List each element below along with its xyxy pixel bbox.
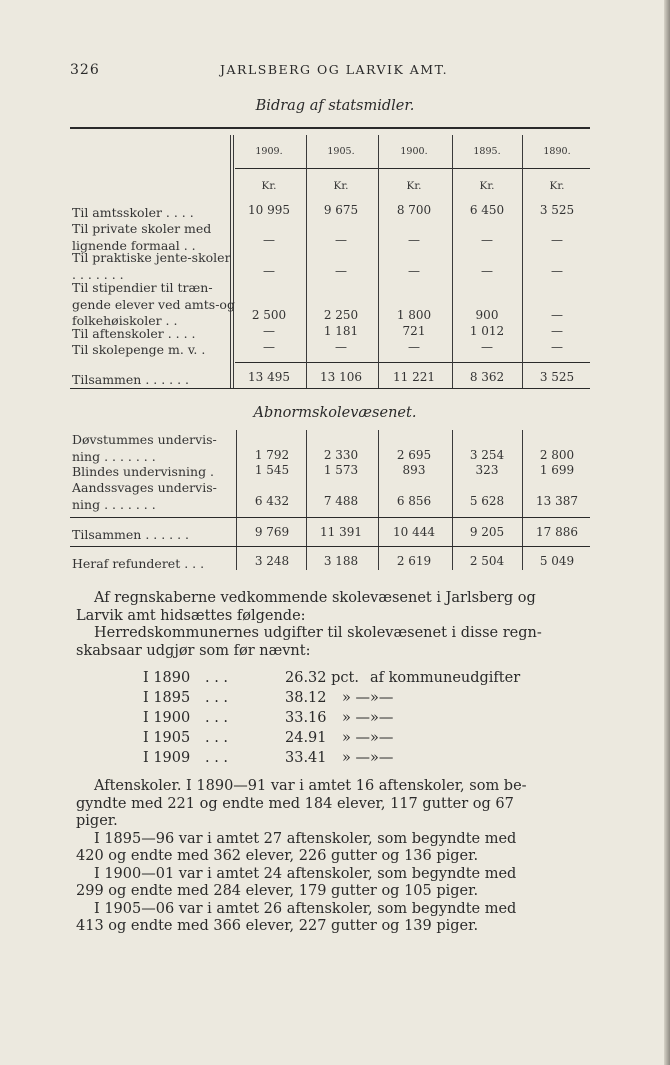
sum-rule <box>70 517 590 518</box>
table-cell: — <box>408 264 420 278</box>
table-cell: — <box>551 340 563 354</box>
expense-year: I 1900 <box>143 710 191 726</box>
table-caption-abnormskole: Abnormskolevæsenet. <box>253 405 417 421</box>
table-cell: 900 <box>475 308 499 322</box>
expense-year: I 1905 <box>143 730 191 746</box>
expense-value: 26.32 pct. <box>285 670 359 686</box>
year-header: 1895. <box>473 146 501 157</box>
expense-note: » —»— <box>342 690 394 706</box>
total-cell: 13 106 <box>320 370 362 384</box>
refund-cell: 3 188 <box>323 554 359 568</box>
table-cell: 1 012 <box>469 324 505 338</box>
row-label: Til aftenskoler . . . . <box>72 326 196 341</box>
refund-cell: 5 049 <box>539 554 575 568</box>
table-cell: — <box>481 264 493 278</box>
text-line: 413 og endte med 366 elever, 227 gutter og 139 piger. <box>76 918 479 934</box>
row-label: Til praktiske jente-skoler . . . . . . . <box>72 250 231 282</box>
text-line: I 1900—01 var i amtet 24 aftenskoler, som begyndte med <box>94 865 517 882</box>
total-cell: 10 444 <box>393 525 435 539</box>
total-cell: 11 391 <box>320 525 362 539</box>
text-line: Larvik amt hidsættes følgende: <box>76 607 306 624</box>
table-cell: — <box>263 233 275 247</box>
table-cell: — <box>335 340 347 354</box>
table-cell: 1 699 <box>539 463 575 477</box>
total-cell: 11 221 <box>393 370 435 384</box>
expense-dots: . . . <box>205 710 229 726</box>
text-line: gyndte med 221 og endte med 184 elever, 117 gutter og 67 <box>76 795 514 812</box>
table-cell: 2 250 <box>323 308 359 322</box>
table-cell: 13 387 <box>536 494 578 508</box>
table-cell: — <box>263 324 275 338</box>
table-cell: 10 995 <box>248 203 290 217</box>
paragraph-intro <box>76 590 596 660</box>
table-cell: 9 675 <box>323 203 359 217</box>
row-label: Til amtsskoler . . . . <box>72 205 194 220</box>
table-cell: — <box>263 340 275 354</box>
table-cell: — <box>263 264 275 278</box>
table-cell: 6 856 <box>396 494 432 508</box>
table-cell: 3 254 <box>469 448 505 462</box>
table-cell: — <box>335 233 347 247</box>
year-header: 1905. <box>327 146 355 157</box>
table-cell: 1 800 <box>396 308 432 322</box>
expense-value: 24.91 <box>285 730 327 746</box>
table-cell: 3 525 <box>539 203 575 217</box>
text-line: I 1905—06 var i amtet 26 aftenskoler, som begyndte med <box>94 900 517 917</box>
table-cell: 5 628 <box>469 494 505 508</box>
currency-label: Kr. <box>406 180 422 192</box>
currency-label: Kr. <box>333 180 349 192</box>
expense-year: I 1890 <box>143 670 191 686</box>
text-line: piger. <box>76 813 118 829</box>
expense-dots: . . . <box>205 670 229 686</box>
currency-label: Kr. <box>549 180 565 192</box>
page-edge <box>664 0 670 1065</box>
table-cell: 8 700 <box>396 203 432 217</box>
text-line: Herredskommunernes udgifter til skolevæsenet i disse regn- <box>94 625 542 641</box>
table-cell: 2 695 <box>396 448 432 462</box>
text-line: I 1895—96 var i amtet 27 aftenskoler, som begyndte med <box>94 830 517 847</box>
row-label: Blindes undervisning . <box>72 464 215 479</box>
expense-note: » —»— <box>342 750 394 766</box>
table-cell: 2 500 <box>251 308 287 322</box>
table-cell: 1 181 <box>323 324 359 338</box>
refund-cell: 2 619 <box>396 554 432 568</box>
text-line: 420 og endte med 362 elever, 226 gutter og 136 piger. <box>76 848 479 864</box>
table-cell: — <box>481 233 493 247</box>
expense-dots: . . . <box>205 690 229 706</box>
row-label: Til skolepenge m. v. . <box>72 342 206 357</box>
year-header: 1909. <box>255 146 283 157</box>
table-cell: — <box>551 308 563 322</box>
running-title: JARLSBERG OG LARVIK AMT. <box>220 62 449 77</box>
table-cell: 6 432 <box>254 494 290 508</box>
year-header: 1890. <box>543 146 571 157</box>
table-caption-statsmidler: Bidrag af statsmidler. <box>255 98 415 114</box>
expense-year: I 1895 <box>143 690 191 706</box>
expense-note: » —»— <box>342 730 394 746</box>
expense-note: af kommuneudgifter <box>370 670 521 686</box>
table-cell: 7 488 <box>323 494 359 508</box>
currency-label: Kr. <box>479 180 495 192</box>
sum-rule <box>235 362 590 363</box>
refund-cell: 3 248 <box>254 554 290 568</box>
text-line: Aftenskoler. I 1890—91 var i amtet 16 aftenskoler, som be- <box>94 778 527 794</box>
total-cell: 8 362 <box>469 370 505 384</box>
text-line: Af regnskaberne vedkommende skolevæsenet i Jarlsberg og <box>94 590 536 606</box>
table-cell: — <box>551 264 563 278</box>
text-line: skabsaar udgjør som før nævnt: <box>76 642 311 659</box>
total-cell: 9 769 <box>254 525 290 539</box>
refund-cell: 2 504 <box>469 554 505 568</box>
table-cell: — <box>335 264 347 278</box>
row-label: Til stipendier til træn-gende elever ved amts-og folkehøiskoler . . <box>72 280 235 328</box>
table-cell: — <box>408 233 420 247</box>
table-cell: 1 545 <box>254 463 290 477</box>
table-cell: 1 792 <box>254 448 290 462</box>
total-label: Tilsammen . . . . . . <box>72 372 190 387</box>
table-cell: 2 800 <box>539 448 575 462</box>
table-cell: 323 <box>475 463 499 477</box>
refund-label: Heraf refunderet . . . <box>72 556 205 571</box>
table-top-rule <box>70 127 590 129</box>
table-cell: — <box>481 340 493 354</box>
expense-value: 33.16 <box>285 710 327 726</box>
expense-note: » —»— <box>342 710 394 726</box>
page-number: 326 <box>70 62 100 78</box>
text-line: 299 og endte med 284 elever, 179 gutter og 105 piger. <box>76 883 479 899</box>
expense-year: I 1909 <box>143 750 191 766</box>
currency-label: Kr. <box>261 180 277 192</box>
row-label: Døvstummes undervis-ning . . . . . . . <box>72 432 217 464</box>
expense-dots: . . . <box>205 730 229 746</box>
row-label: Aandssvages undervis-ning . . . . . . . <box>72 480 217 512</box>
table-cell: — <box>551 233 563 247</box>
year-header: 1900. <box>400 146 428 157</box>
total-cell: 9 205 <box>469 525 505 539</box>
table-cell: 2 330 <box>323 448 359 462</box>
expense-value: 38.12 <box>285 690 327 706</box>
total-cell: 13 495 <box>248 370 290 384</box>
total-rule <box>70 546 590 547</box>
table-cell: — <box>551 324 563 338</box>
paragraph-aftenskoler <box>76 778 596 936</box>
expense-dots: . . . <box>205 750 229 766</box>
row-label: Til private skoler med lignende formaal . . <box>72 221 212 253</box>
total-label: Tilsammen . . . . . . <box>72 527 190 542</box>
table-cell: 893 <box>402 463 426 477</box>
total-cell: 17 886 <box>536 525 578 539</box>
table-cell: 721 <box>402 324 426 338</box>
table-cell: 1 573 <box>323 463 359 477</box>
expense-value: 33.41 <box>285 750 327 766</box>
header-rule <box>235 168 590 169</box>
total-cell: 3 525 <box>539 370 575 384</box>
table-cell: 6 450 <box>469 203 505 217</box>
table-cell: — <box>408 340 420 354</box>
